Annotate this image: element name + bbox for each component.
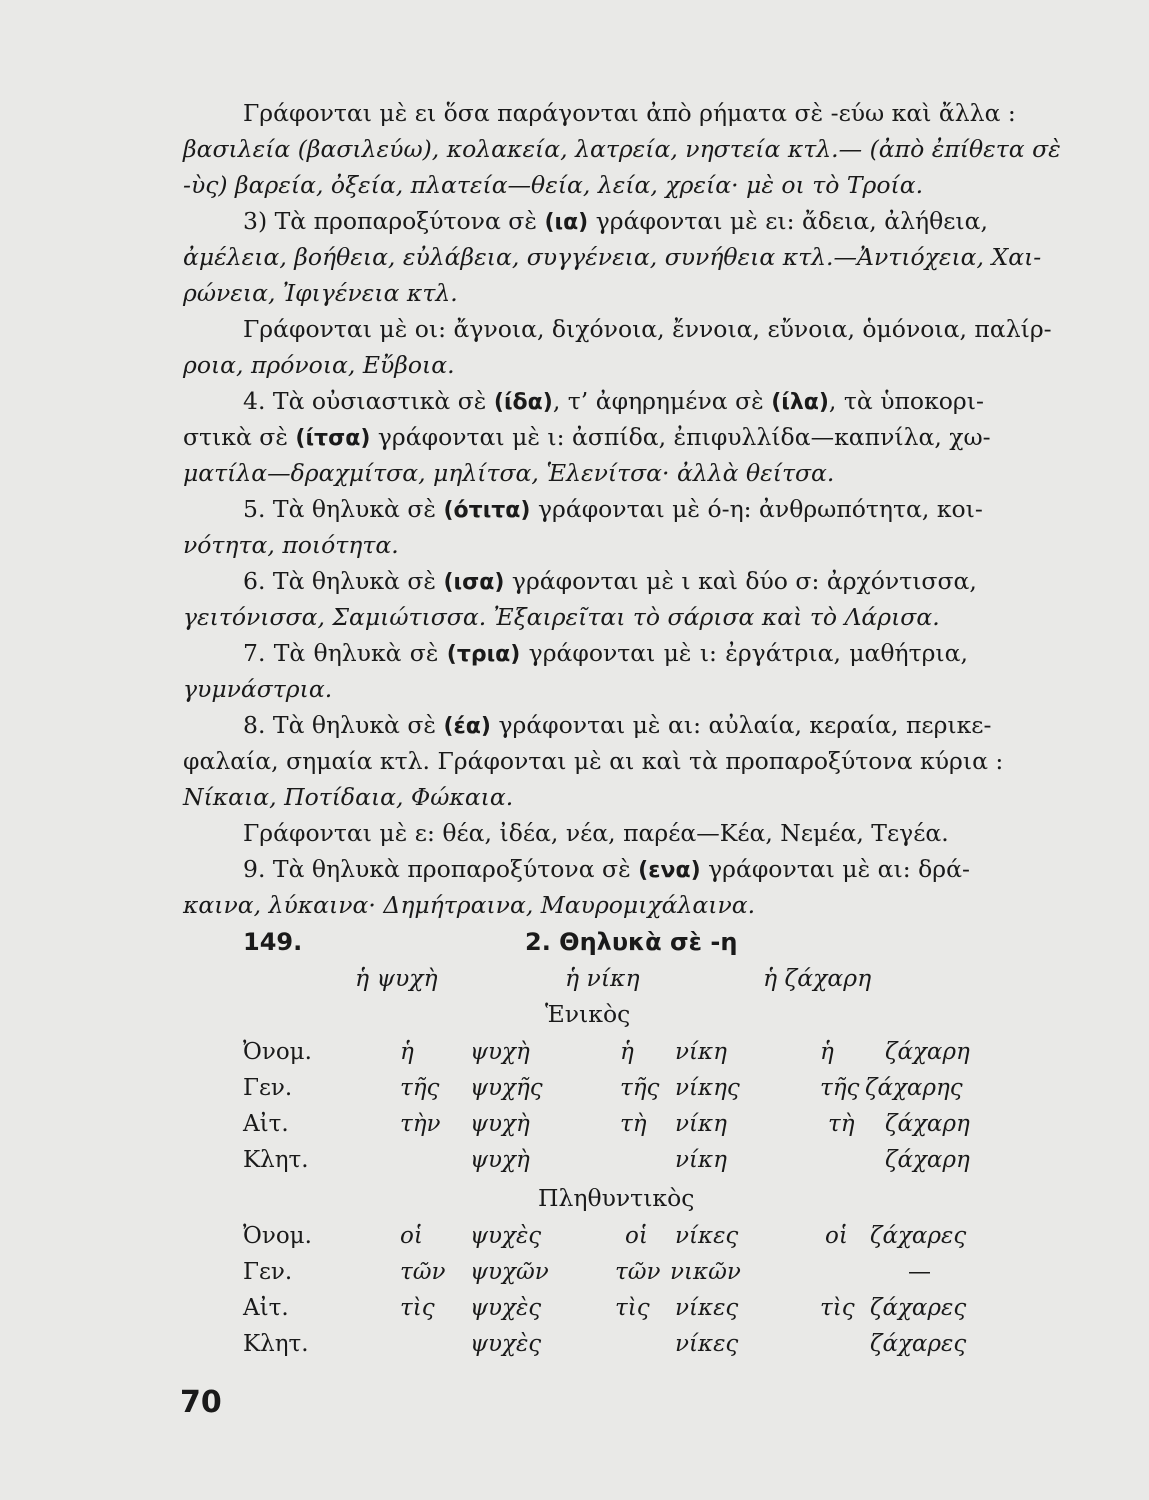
word-form: ψυχὴ [470, 1039, 530, 1065]
word-form: νικῶν [670, 1259, 741, 1285]
text-line: βασιλεία (βασιλεύω), κολακεία, λατρεία, νηστεία κτλ.— (ἀπὸ ἐπίθετα σὲ [183, 135, 1061, 163]
word-form: ζάχαρης [865, 1075, 963, 1101]
text-line: ροια, πρόνοια, Εὔβοια. [183, 351, 455, 379]
section-title: 2. Θηλυκὰ σὲ -η [525, 928, 738, 956]
plural-label: Πληθυντικὸς [538, 1184, 695, 1212]
case-label: Κλητ. [243, 1331, 309, 1357]
text-line: 6. Τὰ θηλυκὰ σὲ (ισα) γράφονται μὲ ι καὶ δύο σ: ἀρχόντισσα, [243, 567, 977, 595]
article: τὶς [820, 1295, 855, 1321]
text-line: 3) Τὰ προπαροξύτονα σὲ (ια) γράφονται μὲ ει: ἄδεια, ἀλήθεια, [243, 207, 988, 235]
text-line: ρώνεια, Ἰφιγένεια κτλ. [183, 279, 458, 307]
example-word: ἡ ψυχὴ [355, 964, 438, 992]
text-line: Νίκαια, Ποτίδαια, Φώκαια. [183, 783, 514, 811]
article: τῶν [615, 1259, 661, 1285]
word-form: ψυχὴ [470, 1111, 530, 1137]
word-form: νίκη [675, 1147, 727, 1173]
word-form: ζάχαρες [870, 1223, 967, 1249]
word-form: νίκες [675, 1331, 739, 1357]
text-line: στικὰ σὲ (ίτσα) γράφονται μὲ ι: ἀσπίδα, ἐπιφυλλίδα—καπνίλα, χω- [183, 423, 991, 451]
article: οἱ [400, 1223, 423, 1249]
case-label: Γεν. [243, 1259, 293, 1285]
article: τὴν [400, 1111, 441, 1137]
article: τῆς [400, 1075, 440, 1101]
word-form: ψυχῆς [470, 1075, 543, 1101]
article: τῶν [400, 1259, 446, 1285]
case-label: Αἰτ. [243, 1111, 289, 1137]
article: ἡ [400, 1039, 414, 1065]
word-form: ζάχαρη [885, 1111, 970, 1137]
text-line: γειτόνισσα, Σαμιώτισσα. Ἐξαιρεῖται τὸ σάρισα καὶ τὸ Λάρισα. [183, 603, 940, 631]
article: τῆς [820, 1075, 860, 1101]
article: ἡ [620, 1039, 634, 1065]
text-line: 5. Τὰ θηλυκὰ σὲ (ότιτα) γράφονται μὲ ό-η: ἀνθρωπότητα, κοι- [243, 495, 983, 523]
text-line: Γράφονται μὲ ει ὅσα παράγονται ἀπὸ ρήματα σὲ -εύω καὶ ἄλλα : [243, 99, 1016, 127]
article: τὴ [620, 1111, 647, 1137]
text-line: γυμνάστρια. [183, 675, 333, 703]
text-line: φαλαία, σημαία κτλ. Γράφονται μὲ αι καὶ τὰ προπαροξύτονα κύρια : [183, 747, 1004, 775]
text-line: 7. Τὰ θηλυκὰ σὲ (τρια) γράφονται μὲ ι: ἐργάτρια, μαθήτρια, [243, 639, 968, 667]
word-form: ζάχαρη [885, 1147, 970, 1173]
article: οἱ [825, 1223, 848, 1249]
word-form: ζάχαρες [870, 1295, 967, 1321]
word-form: ψυχὲς [470, 1223, 542, 1249]
text-line: νότητα, ποιότητα. [183, 531, 399, 559]
case-label: Αἰτ. [243, 1295, 289, 1321]
article: τὶς [400, 1295, 435, 1321]
text-line: Γράφονται μὲ ε: θέα, ἰδέα, νέα, παρέα—Κέα, Νεμέα, Τεγέα. [243, 819, 949, 847]
article: οἱ [625, 1223, 648, 1249]
case-label: Ὀνομ. [243, 1039, 312, 1065]
text-line: -ὺς) βαρεία, ὀξεία, πλατεία—θεία, λεία, χρεία· μὲ οι τὸ Τροία. [183, 171, 924, 199]
text-line: ματίλα—δραχμίτσα, μηλίτσα, Ἑλενίτσα· ἀλλὰ θείτσα. [183, 459, 835, 487]
word-form: ψυχὴ [470, 1147, 530, 1173]
case-label: Ὀνομ. [243, 1223, 312, 1249]
text-line: 4. Τὰ οὐσιαστικὰ σὲ (ίδα), τ’ ἀφηρημένα σὲ (ίλα), τὰ ὑποκορι- [243, 387, 984, 415]
article: τῆς [620, 1075, 660, 1101]
word-form: — [908, 1259, 931, 1285]
text-line: 8. Τὰ θηλυκὰ σὲ (έα) γράφονται μὲ αι: αὐλαία, κεραία, περικε- [243, 711, 992, 739]
singular-label: Ἑνικὸς [545, 1000, 631, 1028]
word-form: νίκες [675, 1295, 739, 1321]
case-label: Γεν. [243, 1075, 293, 1101]
example-word: ἡ ζάχαρη [763, 964, 872, 992]
case-label: Κλητ. [243, 1147, 309, 1173]
text-line: Γράφονται μὲ οι: ἄγνοια, διχόνοια, ἔννοια, εὔνοια, ὁμόνοια, παλίρ- [243, 315, 1052, 343]
word-form: ψυχὲς [470, 1295, 542, 1321]
word-form: ζάχαρες [870, 1331, 967, 1357]
word-form: ψυχῶν [470, 1259, 549, 1285]
word-form: νίκη [675, 1039, 727, 1065]
text-line: ἀμέλεια, βοήθεια, εὐλάβεια, συγγένεια, συνήθεια κτλ.—Ἀντιόχεια, Χαι- [183, 243, 1042, 271]
word-form: νίκη [675, 1111, 727, 1137]
word-form: νίκης [675, 1075, 740, 1101]
text-line: καινα, λύκαινα· Δημήτραινα, Μαυρομιχάλαινα. [183, 891, 756, 919]
article: τὶς [615, 1295, 650, 1321]
example-word: ἡ νίκη [565, 964, 640, 992]
word-form: ψυχὲς [470, 1331, 542, 1357]
word-form: νίκες [675, 1223, 739, 1249]
word-form: ζάχαρη [885, 1039, 970, 1065]
article: τὴ [828, 1111, 855, 1137]
page-number: 70 [180, 1385, 222, 1420]
section-number: 149. [243, 928, 303, 956]
article: ἡ [820, 1039, 834, 1065]
text-line: 9. Τὰ θηλυκὰ προπαροξύτονα σὲ (ενα) γράφονται μὲ αι: δρά- [243, 855, 970, 883]
